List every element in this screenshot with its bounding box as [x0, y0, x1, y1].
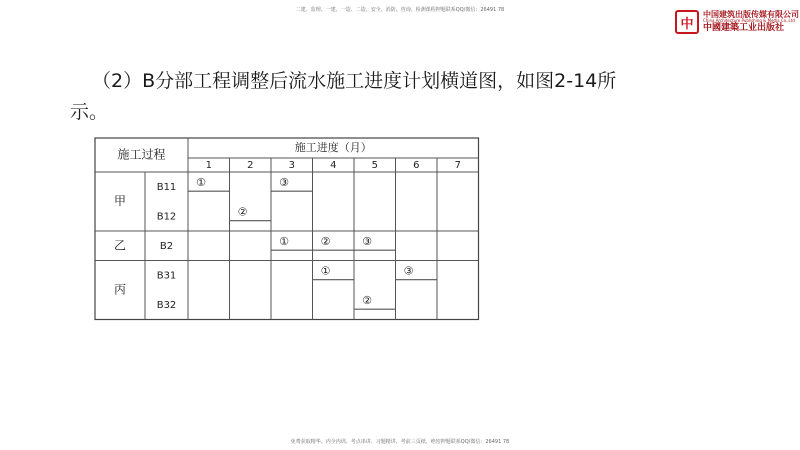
- month-label: 5: [371, 160, 378, 171]
- subprocess-label: B31: [156, 270, 177, 282]
- subprocess-label: B32: [156, 299, 177, 311]
- publisher-name-en: China Architecture Publishing & Media Co.,Ltd: [703, 18, 795, 24]
- publisher-name-calligraphy: 中國建築工业出版社: [703, 22, 785, 33]
- month-label: 4: [330, 160, 337, 171]
- bar-sequence-mark: ②: [237, 205, 248, 219]
- month-label: 3: [288, 160, 295, 171]
- month-label: 6: [413, 160, 420, 171]
- group-name: 甲: [113, 194, 127, 208]
- bottom-contact-note: 免费获取精华、内全内训、考点串讲、习题精讲、考前三页纸、绝密押题联系QQ/微信：26491 78: [290, 439, 510, 445]
- group-name: 乙: [113, 238, 127, 253]
- bar-sequence-mark: ③: [279, 176, 289, 190]
- publisher-logo-icon: 中: [675, 10, 699, 34]
- bar-sequence-mark: ③: [362, 235, 372, 249]
- header-progress: 施工进度（月）: [294, 141, 372, 154]
- subprocess-label: B2: [159, 240, 174, 252]
- month-label: 1: [205, 160, 212, 171]
- header-process: 施工过程: [117, 147, 166, 162]
- bar-sequence-mark: ②: [362, 294, 372, 308]
- group-name: 丙: [113, 282, 127, 297]
- bar-sequence-mark: ①: [279, 235, 289, 249]
- subprocess-label: B11: [156, 181, 177, 193]
- month-label: 7: [454, 160, 461, 171]
- month-label: 2: [247, 160, 254, 171]
- table-border: [95, 138, 479, 320]
- publisher-name-cn: 中国建筑出版传媒有限公司: [703, 9, 799, 19]
- section-heading: （2）B分部工程调整后流水施工进度计划横道图，如图2-14所示。: [70, 70, 617, 123]
- bar-sequence-mark: ②: [320, 235, 331, 249]
- top-contact-note: 二建、监理、一建、一造、二造、安全、消防、咨询、检测课程押题联系QQ/微信：26491 78: [295, 7, 505, 13]
- bar-sequence-mark: ①: [320, 264, 331, 278]
- subprocess-label: B12: [156, 211, 177, 223]
- bar-sequence-mark: ①: [196, 176, 206, 190]
- bar-sequence-mark: ③: [403, 264, 414, 278]
